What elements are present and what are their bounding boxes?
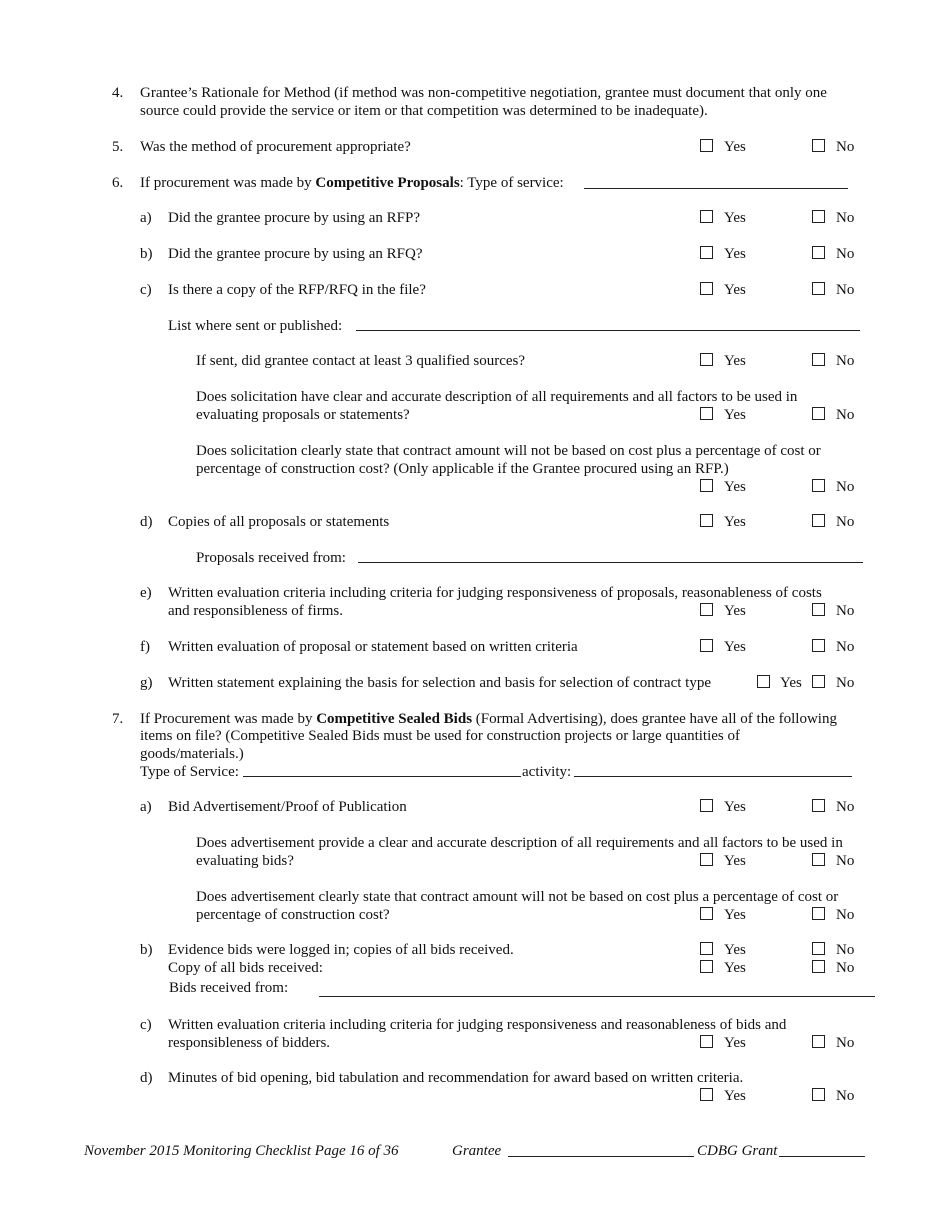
solicitation-description-line1: Does solicitation have clear and accurate description of all requirements and all factors to be used in	[196, 389, 798, 405]
item-number: 6.	[112, 175, 124, 191]
bids-received-field[interactable]	[319, 996, 875, 997]
yes-checkbox[interactable]	[700, 210, 713, 223]
yes-label: Yes	[724, 139, 746, 155]
no-checkbox[interactable]	[812, 639, 825, 652]
yes-label: Yes	[724, 353, 746, 369]
footer-grantee-label: Grantee	[452, 1143, 502, 1159]
footer-page-info: November 2015 Monitoring Checklist Page 16 of 36	[84, 1143, 399, 1159]
activity-label: activity:	[522, 764, 572, 780]
yes-label: Yes	[724, 799, 746, 815]
no-label: No	[836, 1035, 855, 1051]
no-checkbox[interactable]	[812, 210, 825, 223]
no-label: No	[836, 479, 855, 495]
no-checkbox[interactable]	[812, 907, 825, 920]
yes-checkbox[interactable]	[700, 353, 713, 366]
item7c-line2: responsibleness of bidders.	[168, 1035, 331, 1051]
yes-checkbox[interactable]	[700, 139, 713, 152]
sent-contact-question: If sent, did grantee contact at least 3 qualified sources?	[196, 353, 526, 369]
subitem-letter: c)	[140, 282, 152, 298]
no-label: No	[836, 603, 855, 619]
yes-checkbox[interactable]	[700, 639, 713, 652]
no-label: No	[836, 639, 855, 655]
type-of-service-label: Type of Service:	[140, 764, 239, 780]
yes-checkbox[interactable]	[700, 853, 713, 866]
proposals-received-field[interactable]	[358, 562, 863, 563]
no-label: No	[836, 282, 855, 298]
no-label: No	[836, 907, 855, 923]
list-where-label: List where sent or published:	[168, 318, 343, 334]
yes-label: Yes	[724, 514, 746, 530]
yes-label: Yes	[724, 907, 746, 923]
item7d-question: Minutes of bid opening, bid tabulation and recommendation for award based on written criteria.	[168, 1070, 744, 1086]
footer-grantee-field[interactable]	[508, 1156, 694, 1157]
item7b-line1: Evidence bids were logged in; copies of all bids received.	[168, 942, 514, 958]
subitem-letter: d)	[140, 1070, 153, 1086]
no-checkbox[interactable]	[812, 1035, 825, 1048]
yes-label: Yes	[724, 853, 746, 869]
no-checkbox[interactable]	[812, 139, 825, 152]
subitem-letter: b)	[140, 942, 153, 958]
solicitation-cost-line2: percentage of construction cost? (Only applicable if the Grantee procured using an RFP.)	[196, 461, 729, 477]
solicitation-description-line2: evaluating proposals or statements?	[196, 407, 410, 423]
no-checkbox[interactable]	[812, 282, 825, 295]
item6g-question: Written statement explaining the basis for selection and basis for selection of contract type	[168, 675, 711, 691]
yes-label: Yes	[724, 282, 746, 298]
proposals-received-label: Proposals received from:	[196, 550, 346, 566]
yes-checkbox[interactable]	[700, 246, 713, 259]
yes-label: Yes	[724, 407, 746, 423]
yes-checkbox[interactable]	[700, 907, 713, 920]
no-label: No	[836, 514, 855, 530]
item6f-question: Written evaluation of proposal or statement based on written criteria	[168, 639, 578, 655]
item7c-line1: Written evaluation criteria including criteria for judging responsiveness and reasonableness of bids and	[168, 1017, 787, 1033]
no-label: No	[836, 353, 855, 369]
yes-label: Yes	[724, 210, 746, 226]
no-checkbox[interactable]	[812, 603, 825, 616]
no-checkbox[interactable]	[812, 675, 825, 688]
item4-text-line2: source could provide the service or item or that competition was determined to be inadequate).	[140, 103, 708, 119]
no-checkbox[interactable]	[812, 942, 825, 955]
advertisement-description-line2: evaluating bids?	[196, 853, 294, 869]
item6d-question: Copies of all proposals or statements	[168, 514, 390, 530]
no-label: No	[836, 960, 855, 976]
yes-checkbox[interactable]	[700, 960, 713, 973]
no-checkbox[interactable]	[812, 960, 825, 973]
no-checkbox[interactable]	[812, 514, 825, 527]
footer-grant-label: CDBG Grant	[697, 1143, 778, 1159]
subitem-letter: a)	[140, 210, 152, 226]
item5-question: Was the method of procurement appropriate?	[140, 139, 411, 155]
type-of-service-field[interactable]	[243, 776, 521, 777]
item6c-question: Is there a copy of the RFP/RFQ in the file?	[168, 282, 426, 298]
no-checkbox[interactable]	[812, 353, 825, 366]
subitem-letter: e)	[140, 585, 152, 601]
no-checkbox[interactable]	[812, 799, 825, 812]
yes-label: Yes	[724, 479, 746, 495]
yes-label: Yes	[780, 675, 802, 691]
subitem-letter: a)	[140, 799, 152, 815]
no-label: No	[836, 799, 855, 815]
yes-checkbox[interactable]	[700, 407, 713, 420]
yes-label: Yes	[724, 942, 746, 958]
subitem-letter: c)	[140, 1017, 152, 1033]
no-label: No	[836, 675, 855, 691]
item4-text-line1: Grantee’s Rationale for Method (if method was non-competitive negotiation, grantee must document that only one	[140, 85, 827, 101]
yes-checkbox[interactable]	[700, 1088, 713, 1101]
list-where-field[interactable]	[356, 330, 860, 331]
item6e-line2: and responsibleness of firms.	[168, 603, 343, 619]
no-label: No	[836, 246, 855, 262]
item6-heading: If procurement was made by Competitive Proposals: Type of service:	[140, 175, 564, 191]
no-label: No	[836, 1088, 855, 1104]
advertisement-cost-line2: percentage of construction cost?	[196, 907, 390, 923]
yes-checkbox[interactable]	[700, 603, 713, 616]
activity-field[interactable]	[574, 776, 852, 777]
no-label: No	[836, 942, 855, 958]
subitem-letter: d)	[140, 514, 153, 530]
yes-label: Yes	[724, 1088, 746, 1104]
yes-checkbox[interactable]	[700, 514, 713, 527]
no-checkbox[interactable]	[812, 479, 825, 492]
item6e-line1: Written evaluation criteria including criteria for judging responsiveness of proposals, reasonableness of costs	[168, 585, 822, 601]
service-type-field[interactable]	[584, 188, 848, 189]
no-label: No	[836, 139, 855, 155]
yes-label: Yes	[724, 1035, 746, 1051]
yes-checkbox[interactable]	[700, 282, 713, 295]
no-checkbox[interactable]	[812, 246, 825, 259]
bids-received-label: Bids received from:	[169, 980, 289, 996]
item6b-question: Did the grantee procure by using an RFQ?	[168, 246, 423, 262]
yes-label: Yes	[724, 603, 746, 619]
yes-checkbox[interactable]	[700, 1035, 713, 1048]
no-label: No	[836, 853, 855, 869]
item-number: 7.	[112, 711, 124, 727]
subitem-letter: f)	[140, 639, 150, 655]
advertisement-description-line1: Does advertisement provide a clear and accurate description of all requirements and all factors to be used in	[196, 835, 843, 851]
solicitation-cost-line1: Does solicitation clearly state that contract amount will not be based on cost plus a percentage of cost or	[196, 443, 821, 459]
advertisement-cost-line1: Does advertisement clearly state that contract amount will not be based on cost plus a percentage of cost or	[196, 889, 839, 905]
yes-checkbox[interactable]	[700, 942, 713, 955]
subitem-letter: g)	[140, 675, 153, 691]
no-checkbox[interactable]	[812, 407, 825, 420]
subitem-letter: b)	[140, 246, 153, 262]
no-checkbox[interactable]	[812, 1088, 825, 1101]
yes-checkbox[interactable]	[700, 799, 713, 812]
item7a-question: Bid Advertisement/Proof of Publication	[168, 799, 407, 815]
no-label: No	[836, 407, 855, 423]
item7b-line2: Copy of all bids received:	[168, 960, 323, 976]
no-label: No	[836, 210, 855, 226]
item-number: 4.	[112, 85, 124, 101]
item7-heading: If Procurement was made by Competitive Sealed Bids (Formal Advertising), does grantee have all of the following	[140, 711, 837, 727]
yes-checkbox[interactable]	[757, 675, 770, 688]
yes-checkbox[interactable]	[700, 479, 713, 492]
footer-grant-field[interactable]	[779, 1156, 865, 1157]
yes-label: Yes	[724, 246, 746, 262]
yes-label: Yes	[724, 960, 746, 976]
item6a-question: Did the grantee procure by using an RFP?	[168, 210, 421, 226]
item7-line2: items on file? (Competitive Sealed Bids must be used for construction projects or large quantities of	[140, 728, 741, 744]
item7-line3: goods/materials.)	[140, 746, 244, 762]
yes-label: Yes	[724, 639, 746, 655]
item-number: 5.	[112, 139, 124, 155]
no-checkbox[interactable]	[812, 853, 825, 866]
